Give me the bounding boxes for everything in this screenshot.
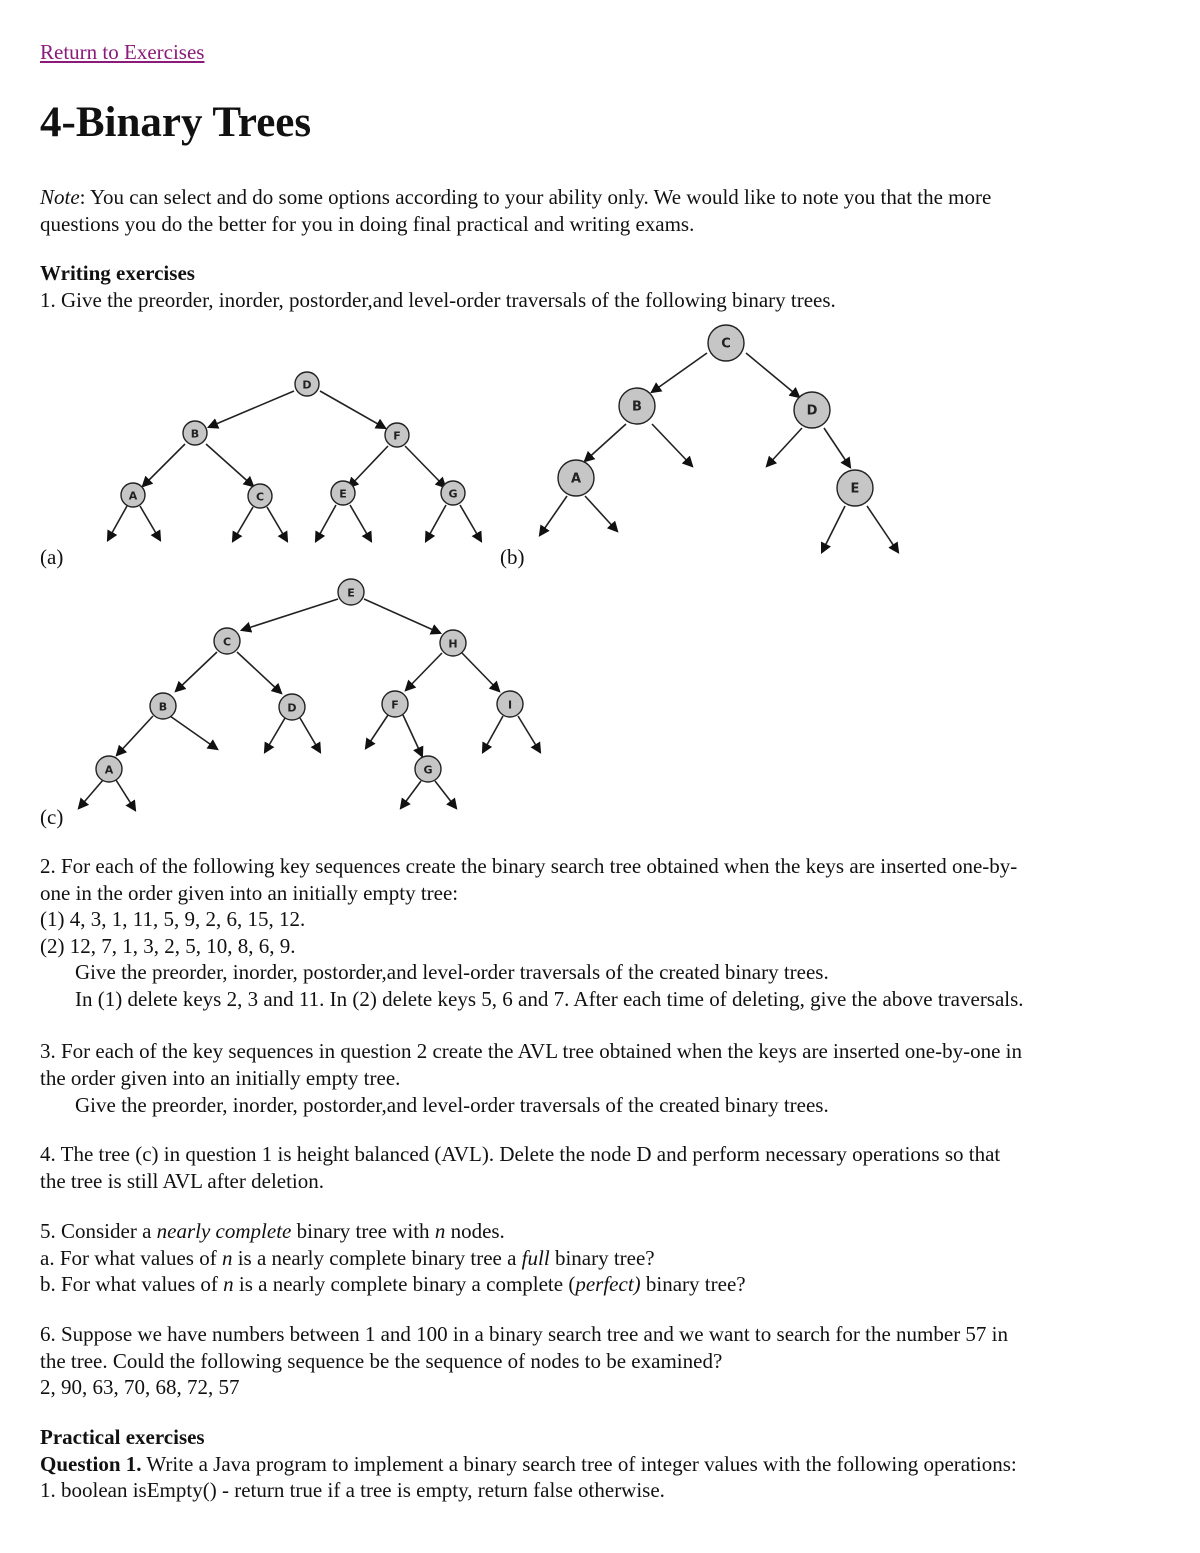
q5a-full: full [521,1246,550,1270]
tree-c-node [279,694,305,720]
tree-a-node [441,481,465,505]
svg-text:B: B [158,700,168,714]
edge-c-g-null-right [435,781,456,808]
tree-c-node [214,628,240,654]
edge-b-c-b [652,353,707,392]
edge-c-c-d [237,652,281,693]
return-to-exercises-link[interactable]: Return to Exercises [40,40,205,64]
question-2-line-4: In (1) delete keys 2, 3 and 11. In (2) delete keys 5, 6 and 7. After each time of deleting, give the above traversals. [75,987,1024,1011]
practical-item-1: 1. boolean isEmpty() - return true if a tree is empty, return false otherwise. [40,1478,665,1502]
tree-b-node [708,325,744,361]
question-5-part-b [40,1271,746,1298]
q5a-mid: is a nearly complete binary tree a [232,1246,522,1270]
svg-text:A: A [128,489,138,503]
tree-a-node [295,372,319,396]
q5b-post: binary tree? [640,1272,746,1296]
q5b-n: n [223,1272,234,1296]
tree-a-caption: (a) [40,545,64,569]
edge-c-h-f [406,653,442,690]
page-title: 4-Binary Trees [40,99,312,146]
svg-text:G: G [448,487,458,501]
tree-c-caption: (c) [40,805,64,829]
svg-text:A: A [570,471,582,487]
question-4-line-1: 4. The tree (c) in question 1 is height balanced (AVL). Delete the node D and perform necessary operations so that [40,1142,1001,1166]
edge-c-a-null-right [116,780,135,810]
svg-text:C: C [721,336,731,352]
tree-b-caption: (b) [500,545,525,569]
note-line-2: questions you do the better for you in doing final practical and writing exams. [40,212,695,236]
tree-b [540,325,898,552]
q5a-n: n [221,1246,233,1270]
edge-c-i-null-left [483,716,503,752]
edge-c-d-null-left [265,718,285,752]
edge-c-e-h [364,599,440,633]
edge-b-a-null-right [585,496,617,531]
q5-em-nearly-complete: nearly complete [156,1219,292,1243]
edge-b-e-null-left [822,506,845,552]
edge-a-a-null-right [140,506,160,540]
edge-b-e-null-right [867,506,898,552]
practical-question-1 [40,1451,1017,1478]
edge-a-d-b [209,391,294,427]
edge-b-b-null-right [652,424,692,466]
question-6-sequence: 2, 90, 63, 70, 68, 72, 57 [40,1375,240,1399]
question-5-line-1 [40,1218,505,1245]
q5-post: nodes. [445,1219,505,1243]
edge-b-a-null-left [540,496,567,535]
svg-text:B: B [632,399,642,415]
svg-text:D: D [302,378,312,392]
edge-c-e-c [242,599,338,630]
svg-text:H: H [448,637,458,651]
q5a-pre: a. For what values of [40,1246,222,1270]
tree-b-node [837,470,873,506]
edge-b-c-d [746,353,799,397]
edge-c-f-null-left [366,715,388,748]
edge-c-a-null-left [79,780,103,808]
edge-c-b-null-right [170,716,217,749]
edge-a-e-null-left [316,505,336,541]
note-label: Note [40,185,80,209]
tree-c-node [497,691,523,717]
svg-text:G: G [423,763,433,777]
svg-text:B: B [190,427,200,441]
q5-mid: binary tree with [291,1219,435,1243]
edge-a-f-g [405,446,445,487]
edge-b-b-a [585,424,626,461]
question-1-text: 1. Give the preorder, inorder, postorder,and level-order traversals of the following binary trees. [40,288,836,312]
svg-text:I: I [507,698,513,712]
tree-c-node [338,579,364,605]
tree-c-node [382,691,408,717]
tree-a-node [121,483,145,507]
q5a-post: binary tree? [549,1246,655,1270]
tree-c-node [96,756,122,782]
question-2-sequence-1: (1) 4, 3, 1, 11, 5, 9, 2, 6, 15, 12. [40,907,306,931]
note-text: : You can select and do some options according to your ability only. We would like to note you that the more [79,185,992,209]
edge-a-c-null-left [233,507,253,541]
svg-text:D: D [287,701,297,715]
tree-c [79,579,540,810]
tree-a [108,372,481,541]
question-3-line-3: Give the preorder, inorder, postorder,and level-order traversals of the created binary trees. [75,1093,829,1117]
edge-a-f-e [349,446,388,487]
edge-a-g-null-right [460,505,481,541]
practical-question-1-label: Question 1. [40,1452,142,1476]
question-3-line-2: the order given into an initially empty tree. [40,1066,401,1090]
question-2-line-2: one in the order given into an initially empty tree: [40,881,459,905]
question-2-line-1: 2. For each of the following key sequences create the binary search tree obtained when the keys are inserted one-by- [40,854,1018,878]
tree-a-node [331,481,355,505]
tree-c-node [415,756,441,782]
edge-a-b-a [143,444,185,486]
svg-text:D: D [806,403,818,419]
svg-text:C: C [222,635,232,649]
tree-a-node [183,421,207,445]
tree-c-node [440,630,466,656]
question-2-line-3: Give the preorder, inorder, postorder,and level-order traversals of the created binary trees. [75,960,829,984]
edge-c-b-a [117,716,153,755]
svg-text:C: C [255,490,265,504]
writing-exercises-heading: Writing exercises [40,261,195,285]
tree-b-node [794,392,830,428]
tree-b-node [558,460,594,496]
tree-a-node [385,423,409,447]
question-3-line-1: 3. For each of the key sequences in question 2 create the AVL tree obtained when the keys are inserted one-by-one in [40,1039,1022,1063]
svg-text:F: F [393,429,401,443]
edge-a-a-null-left [108,506,127,540]
question-2-sequence-2: (2) 12, 7, 1, 3, 2, 5, 10, 8, 6, 9. [40,934,296,958]
edge-c-f-g [403,715,422,756]
q5b-pre: b. For what values of [40,1272,224,1296]
note-line-1 [40,184,991,211]
tree-c-node [150,693,176,719]
edge-c-h-i [462,653,499,691]
question-5-part-a [40,1245,655,1272]
svg-text:A: A [104,763,114,777]
edge-c-d-null-right [300,718,320,752]
edge-a-d-f [320,391,385,428]
edge-a-b-c [206,444,253,486]
edge-b-d-null-left [767,428,802,466]
edge-a-g-null-left [426,505,446,541]
tree-b-node [619,388,655,424]
edge-c-g-null-left [401,781,421,808]
edge-a-e-null-right [350,505,371,541]
question-6-line-2: the tree. Could the following sequence be the sequence of nodes to be examined? [40,1349,723,1373]
q5-pre: 5. Consider a [40,1219,157,1243]
svg-text:F: F [391,698,399,712]
svg-text:E: E [339,487,347,501]
q5-em-n: n [434,1219,446,1243]
edge-b-d-e [824,428,850,467]
edge-c-c-b [176,652,217,691]
tree-a-node [248,484,272,508]
practical-exercises-heading: Practical exercises [40,1425,205,1449]
question-6-line-1: 6. Suppose we have numbers between 1 and 100 in a binary search tree and we want to search for the number 57 in [40,1322,1009,1346]
binary-trees-figure [0,315,1200,835]
q5b-perfect: perfect) [575,1272,641,1296]
q5b-mid: is a nearly complete binary a complete ( [233,1272,576,1296]
practical-question-1-text: Write a Java program to implement a binary search tree of integer values with the following operations: [141,1452,1017,1476]
edge-a-c-null-right [267,507,287,541]
edge-c-i-null-right [518,716,540,752]
svg-text:E: E [347,586,355,600]
question-4-line-2: the tree is still AVL after deletion. [40,1169,325,1193]
svg-text:E: E [850,481,860,497]
